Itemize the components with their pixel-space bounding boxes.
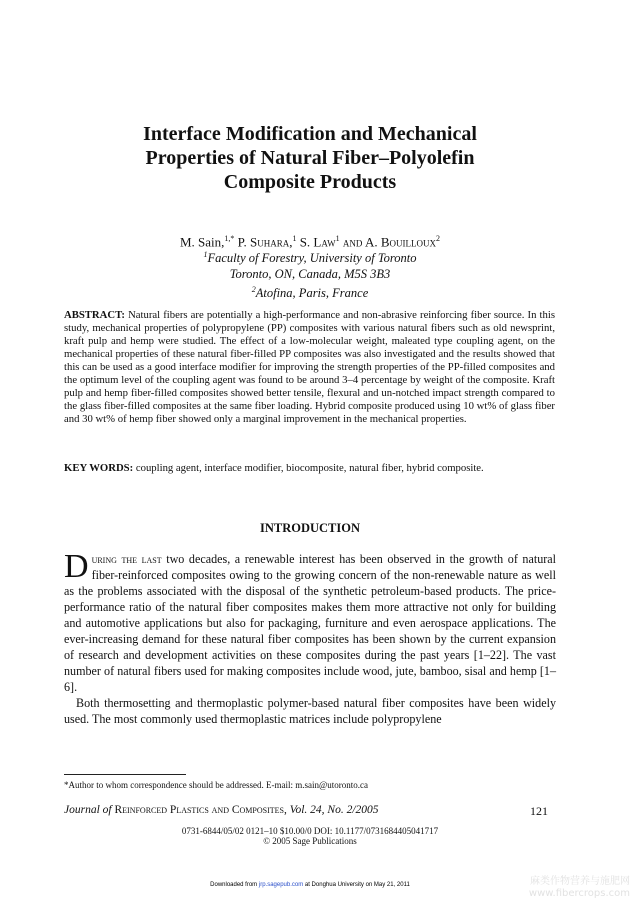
- journal-volume: Vol. 24, No. 2/2005: [286, 804, 379, 816]
- section-heading: INTRODUCTION: [259, 521, 360, 535]
- author-superscript: 1: [335, 234, 340, 243]
- abstract: [64, 309, 555, 426]
- keywords-text: coupling agent, interface modifier, biocomposite, natural fiber, hybrid composite.: [135, 462, 484, 474]
- issn-doi-line: 0731-6844/05/02 0121–10 $10.00/0 DOI: 10.1177/0731684405041717: [181, 826, 439, 836]
- author-name: P. Suhara,: [234, 234, 293, 250]
- page-number: 121: [530, 804, 548, 818]
- affiliation-superscript: 1: [203, 250, 208, 259]
- title-line: Interface Modification and Mechanical: [143, 123, 477, 145]
- author-superscript: 1,*: [224, 234, 235, 243]
- affiliation-line: [60, 282, 560, 301]
- affiliations: [60, 247, 560, 301]
- keywords-label: KEY WORDS:: [64, 462, 134, 474]
- paragraph: [64, 548, 557, 695]
- author-name: M. Sain,: [180, 234, 225, 250]
- journal-prefix: Journal of: [64, 804, 115, 816]
- journal-citation: [64, 804, 379, 816]
- watermark-line: www.fibercrops.com: [528, 888, 630, 899]
- watermark-line: 麻类作物营养与施肥网: [530, 876, 630, 887]
- footnote-divider: [64, 774, 186, 775]
- affiliation-text: Faculty of Forestry, University of Toronto: [207, 251, 417, 266]
- title-line: Properties of Natural Fiber–Polyolefin: [145, 147, 475, 169]
- download-prefix: Downloaded from: [210, 882, 259, 888]
- journal-name: Reinforced Plastics and Composites,: [114, 804, 287, 816]
- affiliation-line: Toronto, ON, Canada, M5S 3B3: [229, 267, 391, 282]
- copyright-line: © 2005 Sage Publications: [263, 836, 357, 846]
- author-conjunction: and: [339, 234, 365, 250]
- affiliation-line: [60, 247, 560, 266]
- download-link[interactable]: jrp.sagepub.com: [258, 882, 304, 888]
- drop-cap: D: [64, 548, 89, 585]
- keywords: [64, 462, 555, 475]
- lead-in: uring the last: [91, 552, 162, 566]
- author-superscript: 2: [436, 234, 440, 243]
- author-name: S. Law: [296, 234, 336, 250]
- download-suffix: at Donghua University on May 21, 2011: [303, 882, 410, 888]
- author-name: A. Bouilloux: [364, 234, 436, 250]
- abstract-text: Natural fibers are potentially a high-performance and non-abrasive reinforcing fiber source. In this study, mechanical properties of polypropylene (PP) composites with various natural fibers such as old newsprint, kraft pulp and hemp were studied. The effect of a low-molecular weight, maleated type coupling agent, on the mechanical properties of these natural fiber-filled PP composites was also investigated and the results showed that this can be used as a good interface modifier for improving the strength properties of the PP-filled composites and the optimum level of the coupling agent was found to be around 3–4 percentage by weight of the composite. Kraft pulp and hemp fiber-filled composites showed better tensile, flexural and un-notched impact strength compared to the glass fiber-filled composites at the same fiber loading. Hybrid composite produced using 10 wt% of glass fiber and 30 wt% of hemp fiber showed only a marginal improvement in the mechanical properties.: [64, 309, 556, 425]
- body-text: [64, 548, 557, 727]
- author-superscript: 1: [292, 234, 297, 243]
- affiliation-superscript: 2: [251, 285, 256, 295]
- paragraph: Both thermosetting and thermoplastic polymer-based natural fiber composites have been widely used. The most commonly used thermoplastic matrices include polypropylene: [64, 696, 556, 726]
- footnote: *Author to whom correspondence should be addressed. E-mail: m.sain@utoronto.ca: [64, 780, 368, 790]
- title-line: Composite Products: [223, 171, 397, 193]
- download-notice: [60, 882, 560, 888]
- abstract-label: ABSTRACT:: [64, 309, 125, 321]
- article-title: [60, 122, 560, 194]
- affiliation-text: Atofina, Paris, France: [255, 286, 369, 301]
- paragraph-text: two decades, a renewable interest has been observed in the growth of natural fiber-reinforced composites owing to the growing concern of the non-renewable nature as well as the problems associated with the disposal of the synthetic petroleum-based products. The price-performance ratio of the natural fiber composites makes them more attractive not only for building and automotive applications but also for packaging, furniture and even aerospace applications. The ever-increasing demand for these natural fiber composites has been shown by the current expansion of research and development activities on these composites during the past years [1–22]. The vast number of natural fibers used for making composites include wood, jute, bamboo, sisal and hemp [1–6].: [64, 552, 557, 694]
- watermark: [500, 876, 630, 900]
